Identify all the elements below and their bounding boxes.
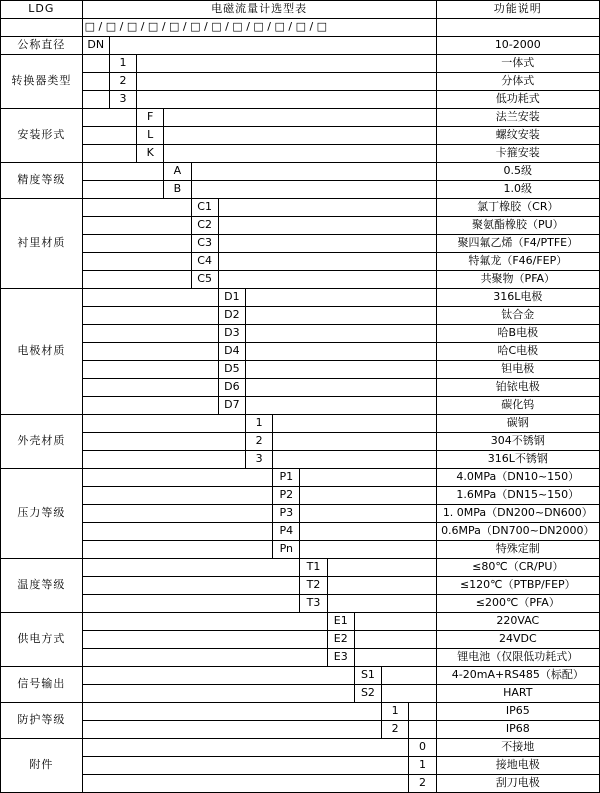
- code-temperature-1: T1: [300, 559, 327, 577]
- spacer-electrode-left-2: [82, 307, 218, 325]
- table-title: 电磁流量计选型表: [82, 1, 436, 19]
- desc-lining-3: 聚四氟乙烯（F4/PTFE）: [436, 235, 599, 253]
- code-electrode-2: D2: [218, 307, 245, 325]
- spacer-electrode-left-4: [82, 343, 218, 361]
- desc-power-1: 220VAC: [436, 613, 599, 631]
- desc-accessory-3: 刮刀电极: [436, 775, 599, 793]
- spacer-converter-left-3: [82, 91, 109, 109]
- row-power-3: [1, 649, 600, 667]
- code-dn: DN: [82, 37, 109, 55]
- spacer-temp-left-1: [82, 559, 300, 577]
- spacer-accessory-left-3: [82, 775, 409, 793]
- spacer-pressure-right-3: [300, 505, 436, 523]
- code-housing-2: 2: [245, 433, 272, 451]
- code-electrode-6: D6: [218, 379, 245, 397]
- spacer-lining-right-2: [218, 217, 436, 235]
- spacer-signal-right-2: [382, 685, 437, 703]
- spacer-temp-left-3: [82, 595, 300, 613]
- spacer-converter-left: [82, 55, 109, 73]
- row-electrode-5: [1, 361, 600, 379]
- desc-power-3: 锂电池（仅限低功耗式）: [436, 649, 599, 667]
- code-install-3: K: [137, 145, 164, 163]
- spacer-lining-right-1: [218, 199, 436, 217]
- spacer-pressure-right-4: [300, 523, 436, 541]
- row-temperature-2: [1, 577, 600, 595]
- row-lining-2: [1, 217, 600, 235]
- box-row-spacer: [1, 19, 83, 37]
- spacer-pressure-right-1: [300, 469, 436, 487]
- row-label-electrode: 电极材质: [1, 289, 83, 415]
- spacer-pressure-right-5: [300, 541, 436, 559]
- code-power-2: E2: [327, 631, 354, 649]
- desc-lining-5: 共聚物（PFA）: [436, 271, 599, 289]
- desc-power-2: 24VDC: [436, 631, 599, 649]
- spacer-electrode-right-1: [245, 289, 436, 307]
- row-accessory-1: [1, 739, 600, 757]
- spacer-lining-left-2: [82, 217, 191, 235]
- row-label-lining: 衬里材质: [1, 199, 83, 289]
- code-pressure-2: P2: [273, 487, 300, 505]
- code-electrode-1: D1: [218, 289, 245, 307]
- code-protection-1: 1: [382, 703, 409, 721]
- desc-install-2: 螺纹安装: [436, 127, 599, 145]
- spacer-electrode-left-1: [82, 289, 218, 307]
- desc-lining-4: 特氟龙（F46/FEP）: [436, 253, 599, 271]
- desc-header: 功能说明: [436, 1, 599, 19]
- row-install-type-1: [1, 109, 600, 127]
- spacer-pressure-left-3: [82, 505, 273, 523]
- desc-temperature-2: ≤120℃（PTBP/FEP）: [436, 577, 599, 595]
- spacer-housing-right-2: [273, 433, 436, 451]
- code-protection-2: 2: [382, 721, 409, 739]
- spacer-pressure-left-4: [82, 523, 273, 541]
- code-lining-4: C4: [191, 253, 218, 271]
- spacer-power-left-3: [82, 649, 327, 667]
- desc-housing-3: 316L不锈钢: [436, 451, 599, 469]
- row-electrode-4: [1, 343, 600, 361]
- row-converter-type-2: [1, 73, 600, 91]
- spacer-electrode-right-6: [245, 379, 436, 397]
- row-accessory-3: [1, 775, 600, 793]
- desc-temperature-3: ≤200℃（PFA）: [436, 595, 599, 613]
- spacer-pressure-left-2: [82, 487, 273, 505]
- spacer-lining-left-4: [82, 253, 191, 271]
- spacer-electrode-right-2: [245, 307, 436, 325]
- desc-signal-2: HART: [436, 685, 599, 703]
- row-label-protection: 防护等级: [1, 703, 83, 739]
- spacer-electrode-left-5: [82, 361, 218, 379]
- code-box-sequence: □ / □ / □ / □ / □ / □ / □ / □ / □ / □ / □ / □: [82, 19, 436, 37]
- row-pressure-1: [1, 469, 600, 487]
- spacer-pressure-left-5: [82, 541, 273, 559]
- row-electrode-7: [1, 397, 600, 415]
- row-lining-1: [1, 199, 600, 217]
- desc-lining-2: 聚氨酯橡胶（PU）: [436, 217, 599, 235]
- desc-pressure-5: 特殊定制: [436, 541, 599, 559]
- row-housing-3: [1, 451, 600, 469]
- row-electrode-3: [1, 325, 600, 343]
- desc-pressure-4: 0.6MPa（DN700~DN2000）: [436, 523, 599, 541]
- spacer-power-right-3: [354, 649, 436, 667]
- row-accessory-2: [1, 757, 600, 775]
- spacer-converter-right-2: [137, 73, 437, 91]
- code-box-row: [1, 19, 600, 37]
- code-accuracy-2: B: [164, 181, 191, 199]
- code-accessory-3: 2: [409, 775, 436, 793]
- spacer-housing-left-3: [82, 451, 245, 469]
- spacer-housing-right-3: [273, 451, 436, 469]
- spacer-converter-left-2: [82, 73, 109, 91]
- desc-pressure-2: 1.6MPa（DN15~150）: [436, 487, 599, 505]
- row-accuracy-2: [1, 181, 600, 199]
- spacer-electrode-right-3: [245, 325, 436, 343]
- desc-accessory-2: 接地电极: [436, 757, 599, 775]
- header-prefix: LDG: [1, 1, 83, 19]
- desc-nominal-diameter: 10-2000: [436, 37, 599, 55]
- code-signal-1: S1: [354, 667, 381, 685]
- row-pressure-3: [1, 505, 600, 523]
- code-converter-2: 2: [109, 73, 136, 91]
- desc-protection-1: IP65: [436, 703, 599, 721]
- code-power-1: E1: [327, 613, 354, 631]
- spacer-converter-right-1: [137, 55, 437, 73]
- code-electrode-3: D3: [218, 325, 245, 343]
- spacer-electrode-right-7: [245, 397, 436, 415]
- row-label-temperature: 温度等级: [1, 559, 83, 613]
- row-label-housing: 外壳材质: [1, 415, 83, 469]
- code-signal-2: S2: [354, 685, 381, 703]
- code-temperature-3: T3: [300, 595, 327, 613]
- desc-pressure-3: 1. 0MPa（DN200~DN600）: [436, 505, 599, 523]
- desc-electrode-6: 铂铱电极: [436, 379, 599, 397]
- spacer-install-left-1: [82, 109, 136, 127]
- spacer-accuracy-right-2: [191, 181, 436, 199]
- spacer-power-left-2: [82, 631, 327, 649]
- row-label-install-type: 安装形式: [1, 109, 83, 163]
- spacer-electrode-left-7: [82, 397, 218, 415]
- code-temperature-2: T2: [300, 577, 327, 595]
- spacer-accuracy-right-1: [191, 163, 436, 181]
- desc-row-spacer: [436, 19, 599, 37]
- desc-converter-2: 分体式: [436, 73, 599, 91]
- row-pressure-4: [1, 523, 600, 541]
- desc-accessory-1: 不接地: [436, 739, 599, 757]
- spacer-pressure-right-2: [300, 487, 436, 505]
- row-lining-3: [1, 235, 600, 253]
- spacer-power-right-2: [354, 631, 436, 649]
- desc-electrode-5: 钽电极: [436, 361, 599, 379]
- spacer-signal-left-1: [82, 667, 354, 685]
- row-converter-type-1: [1, 55, 600, 73]
- row-protection-1: [1, 703, 600, 721]
- code-install-1: F: [137, 109, 164, 127]
- spacer-electrode-right-4: [245, 343, 436, 361]
- code-lining-2: C2: [191, 217, 218, 235]
- code-accessory-2: 1: [409, 757, 436, 775]
- row-label-converter-type: 转换器类型: [1, 55, 83, 109]
- desc-housing-1: 碳钢: [436, 415, 599, 433]
- spacer-lining-left-1: [82, 199, 191, 217]
- desc-install-3: 卡箍安装: [436, 145, 599, 163]
- code-electrode-4: D4: [218, 343, 245, 361]
- spacer-pressure-left-1: [82, 469, 273, 487]
- row-install-type-2: [1, 127, 600, 145]
- spacer-lining-right-4: [218, 253, 436, 271]
- spacer-temp-right-3: [327, 595, 436, 613]
- desc-lining-1: 氯丁橡胶（CR）: [436, 199, 599, 217]
- code-pressure-1: P1: [273, 469, 300, 487]
- row-pressure-2: [1, 487, 600, 505]
- row-signal-2: [1, 685, 600, 703]
- desc-electrode-1: 316L电极: [436, 289, 599, 307]
- desc-accuracy-2: 1.0级: [436, 181, 599, 199]
- row-electrode-1: [1, 289, 600, 307]
- row-electrode-6: [1, 379, 600, 397]
- spacer-power-right-1: [354, 613, 436, 631]
- spacer-housing-left-1: [82, 415, 245, 433]
- row-temperature-3: [1, 595, 600, 613]
- row-label-power: 供电方式: [1, 613, 83, 667]
- desc-signal-1: 4-20mA+RS485（标配）: [436, 667, 599, 685]
- desc-protection-2: IP68: [436, 721, 599, 739]
- row-pressure-5: [1, 541, 600, 559]
- code-accessory-1: 0: [409, 739, 436, 757]
- spacer-protection-left-1: [82, 703, 381, 721]
- row-lining-5: [1, 271, 600, 289]
- code-power-3: E3: [327, 649, 354, 667]
- spacer-lining-left-3: [82, 235, 191, 253]
- row-housing-2: [1, 433, 600, 451]
- row-label-accessory: 附件: [1, 739, 83, 793]
- spacer-install-left-3: [82, 145, 136, 163]
- row-electrode-2: [1, 307, 600, 325]
- spacer-temp-right-2: [327, 577, 436, 595]
- spacer-temp-left-2: [82, 577, 300, 595]
- spacer-lining-left-5: [82, 271, 191, 289]
- row-nominal-diameter: [1, 37, 600, 55]
- spacer-install-right-2: [164, 127, 436, 145]
- spacer-install-right-3: [164, 145, 436, 163]
- code-pressure-4: P4: [273, 523, 300, 541]
- spacer-electrode-left-6: [82, 379, 218, 397]
- spacer-lining-right-3: [218, 235, 436, 253]
- spacer-protection-right-1: [409, 703, 436, 721]
- row-power-1: [1, 613, 600, 631]
- spacer-electrode-right-5: [245, 361, 436, 379]
- row-install-type-3: [1, 145, 600, 163]
- code-lining-1: C1: [191, 199, 218, 217]
- code-pressure-3: P3: [273, 505, 300, 523]
- spacer-accessory-left-1: [82, 739, 409, 757]
- row-protection-2: [1, 721, 600, 739]
- row-signal-1: [1, 667, 600, 685]
- spacer-housing-right-1: [273, 415, 436, 433]
- spacer-protection-right-2: [409, 721, 436, 739]
- spacer-signal-right-1: [382, 667, 437, 685]
- code-electrode-5: D5: [218, 361, 245, 379]
- spacer-nominal-diameter: [109, 37, 436, 55]
- code-accuracy-1: A: [164, 163, 191, 181]
- table-header-row: [1, 1, 600, 19]
- row-accuracy-1: [1, 163, 600, 181]
- code-electrode-7: D7: [218, 397, 245, 415]
- desc-temperature-1: ≤80℃（CR/PU）: [436, 559, 599, 577]
- code-converter-3: 3: [109, 91, 136, 109]
- desc-electrode-3: 哈B电极: [436, 325, 599, 343]
- row-lining-4: [1, 253, 600, 271]
- row-power-2: [1, 631, 600, 649]
- spacer-temp-right-1: [327, 559, 436, 577]
- code-housing-1: 1: [245, 415, 272, 433]
- spacer-lining-right-5: [218, 271, 436, 289]
- desc-housing-2: 304不锈钢: [436, 433, 599, 451]
- desc-electrode-7: 碳化钨: [436, 397, 599, 415]
- code-lining-3: C3: [191, 235, 218, 253]
- desc-electrode-4: 哈C电极: [436, 343, 599, 361]
- spacer-housing-left-2: [82, 433, 245, 451]
- row-label-signal: 信号输出: [1, 667, 83, 703]
- desc-converter-3: 低功耗式: [436, 91, 599, 109]
- row-temperature-1: [1, 559, 600, 577]
- spacer-electrode-left-3: [82, 325, 218, 343]
- spacer-power-left-1: [82, 613, 327, 631]
- code-housing-3: 3: [245, 451, 272, 469]
- desc-install-1: 法兰安装: [436, 109, 599, 127]
- row-label-pressure: 压力等级: [1, 469, 83, 559]
- spacer-protection-left-2: [82, 721, 381, 739]
- code-lining-5: C5: [191, 271, 218, 289]
- desc-converter-1: 一体式: [436, 55, 599, 73]
- code-converter-1: 1: [109, 55, 136, 73]
- row-housing-1: [1, 415, 600, 433]
- row-label-accuracy: 精度等级: [1, 163, 83, 199]
- spacer-signal-left-2: [82, 685, 354, 703]
- spacer-install-right-1: [164, 109, 436, 127]
- row-label-nominal-diameter: 公称直径: [1, 37, 83, 55]
- desc-accuracy-1: 0.5级: [436, 163, 599, 181]
- spacer-install-left-2: [82, 127, 136, 145]
- code-install-2: L: [137, 127, 164, 145]
- desc-pressure-1: 4.0MPa（DN10~150）: [436, 469, 599, 487]
- spacer-converter-right-3: [137, 91, 437, 109]
- spacer-accessory-left-2: [82, 757, 409, 775]
- code-pressure-5: Pn: [273, 541, 300, 559]
- spacer-accuracy-left-2: [82, 181, 164, 199]
- spacer-accuracy-left-1: [82, 163, 164, 181]
- desc-electrode-2: 钛合金: [436, 307, 599, 325]
- row-converter-type-3: [1, 91, 600, 109]
